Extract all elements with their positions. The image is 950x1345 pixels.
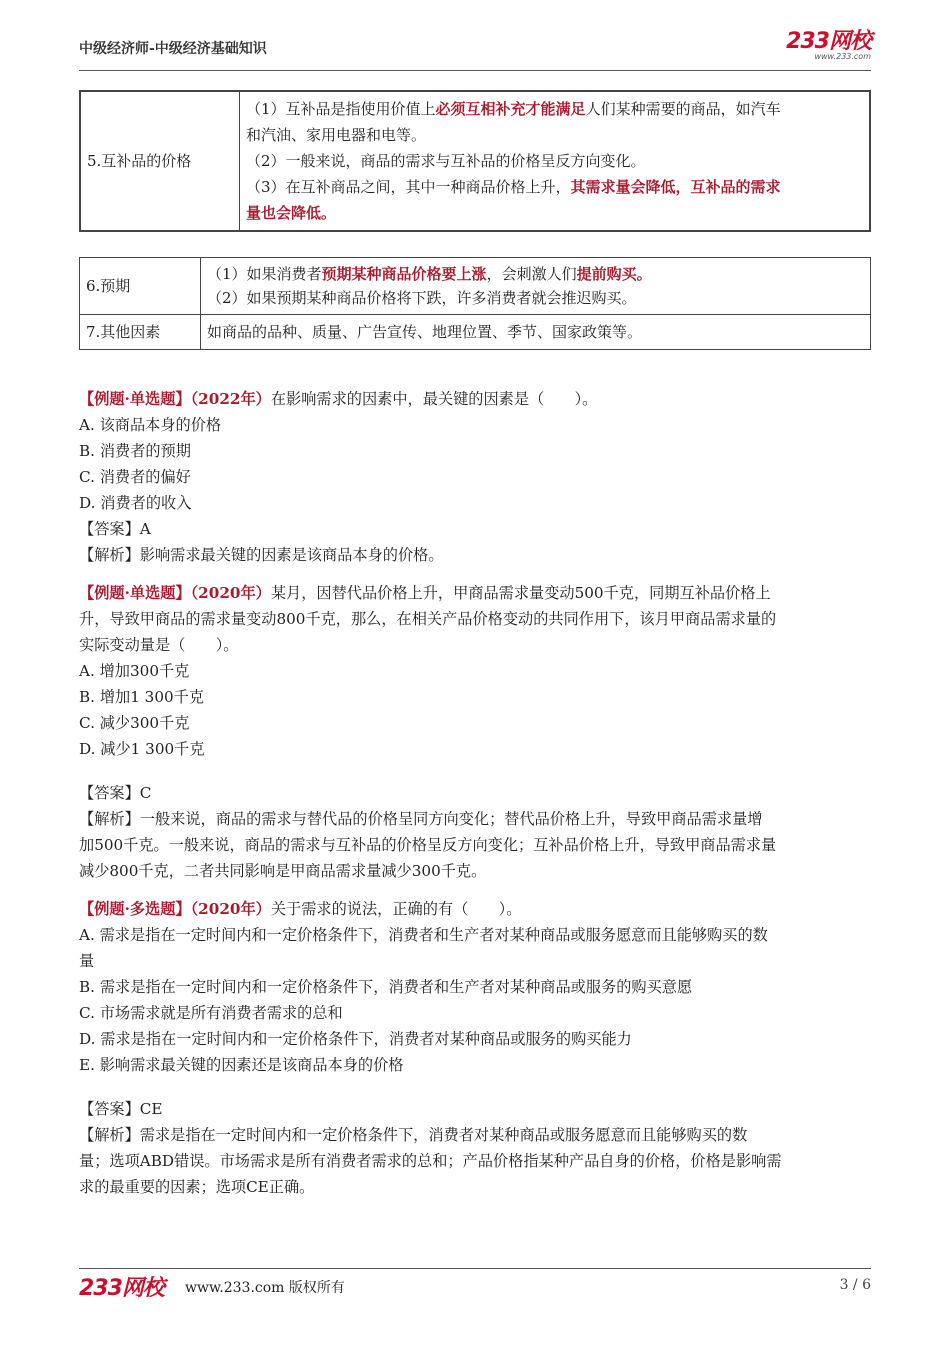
option: D. 需求是指在一定时间内和一定价格条件下，消费者对某种商品或服务的购买能力 <box>79 1030 632 1048</box>
option: A. 该商品本身的价格 <box>79 416 222 434</box>
row-label: 7.其他因素 <box>80 315 201 350</box>
row-content: （1）互补品是指使用价值上必须互相补充才能满足人们某种需要的商品，如汽车 和汽油、家用电器和电等。 （2）一般来说，商品的需求与互补品的价格呈反方向变化。 （3）在互补商品之间，其中一种商品价格上升，其需求量会降低，互补品的需求 量也会降低。 <box>240 91 871 231</box>
brand-logo[interactable] <box>786 30 871 61</box>
page-number: 3 / 6 <box>839 1277 871 1293</box>
page-footer <box>79 1268 871 1309</box>
option: D. 减少1 300千克 <box>79 740 205 758</box>
option: C. 减少300千克 <box>79 714 190 732</box>
option: D. 消费者的收入 <box>79 494 192 512</box>
analysis: 【解析】一般来说，商品的需求与替代品的价格呈同方向变化；替代品价格上升，导致甲商品需求量增 <box>79 810 763 828</box>
questions <box>79 386 874 1200</box>
analysis-cont: 量；选项ABD错误。市场需求是所有消费者需求的总和；产品价格指某种产品自身的价格，价格是影响需 <box>79 1152 782 1170</box>
option: C. 消费者的偏好 <box>79 468 191 486</box>
analysis: 【解析】影响需求最关键的因素是该商品本身的价格。 <box>79 546 444 564</box>
logo-url: www.233.com <box>814 52 871 61</box>
question-stem-cont: 升，导致甲商品的需求量变动800千克，那么，在相关产品价格变动的共同作用下，该月甲商品需求量的 <box>79 610 777 628</box>
analysis: 【解析】需求是指在一定时间内和一定价格条件下，消费者对某种商品或服务愿意而且能够购买的数 <box>79 1126 748 1144</box>
row-content: （1）如果消费者预期某种商品价格要上涨，会刺激人们提前购买。 （2）如果预期某种商品价格将下跌，许多消费者就会推迟购买。 <box>201 258 871 315</box>
option: B. 需求是指在一定时间内和一定价格条件下，消费者和生产者对某种商品或服务的购买意愿 <box>79 978 693 996</box>
logo-text: 233网校 <box>786 29 871 54</box>
analysis-cont: 求的最重要的因素；选项CE正确。 <box>79 1178 315 1196</box>
analysis-cont: 减少800千克，二者共同影响是甲商品需求量减少300千克。 <box>79 862 487 880</box>
answer: 【答案】A <box>79 520 151 538</box>
row-label: 6.预期 <box>80 258 201 315</box>
option: A. 增加300千克 <box>79 662 190 680</box>
option: B. 消费者的预期 <box>79 442 191 460</box>
question-stem: 【例题·单选题】（2020年）某月，因替代品价格上升，甲商品需求量变动500千克，同期互补品价格上 <box>79 584 771 602</box>
question-stem: 【例题·多选题】（2020年）关于需求的说法，正确的有（ ）。 <box>79 900 522 918</box>
question-stem-cont: 实际变动量是（ ）。 <box>79 636 239 654</box>
option: C. 市场需求就是所有消费者需求的总和 <box>79 1004 343 1022</box>
option: E. 影响需求最关键的因素还是该商品本身的价格 <box>79 1056 404 1074</box>
option: A. 需求是指在一定时间内和一定价格条件下，消费者和生产者对某种商品或服务愿意而且能够购买的数 <box>79 926 768 944</box>
option-cont: 量 <box>79 952 95 970</box>
footer-logo[interactable]: 233网校 <box>79 1276 164 1301</box>
row-label: 5.互补品的价格 <box>80 91 240 231</box>
page-header <box>79 30 871 71</box>
analysis-cont: 加500千克。一般来说，商品的需求与互补品的价格呈反方向变化；互补品价格上升，导致甲商品需求量 <box>79 836 777 854</box>
factors-table <box>79 257 871 350</box>
footer-copyright: www.233.com 版权所有 <box>185 1280 345 1296</box>
option: B. 增加1 300千克 <box>79 688 205 706</box>
question-stem: 【例题·单选题】（2022年）在影响需求的因素中，最关键的因素是（ ）。 <box>79 390 598 408</box>
header-title: 中级经济师-中级经济基础知识 <box>79 41 267 57</box>
answer: 【答案】C <box>79 784 152 802</box>
complement-table <box>79 90 871 232</box>
answer: 【答案】CE <box>79 1100 163 1118</box>
row-content: 如商品的品种、质量、广告宣传、地理位置、季节、国家政策等。 <box>201 315 871 350</box>
